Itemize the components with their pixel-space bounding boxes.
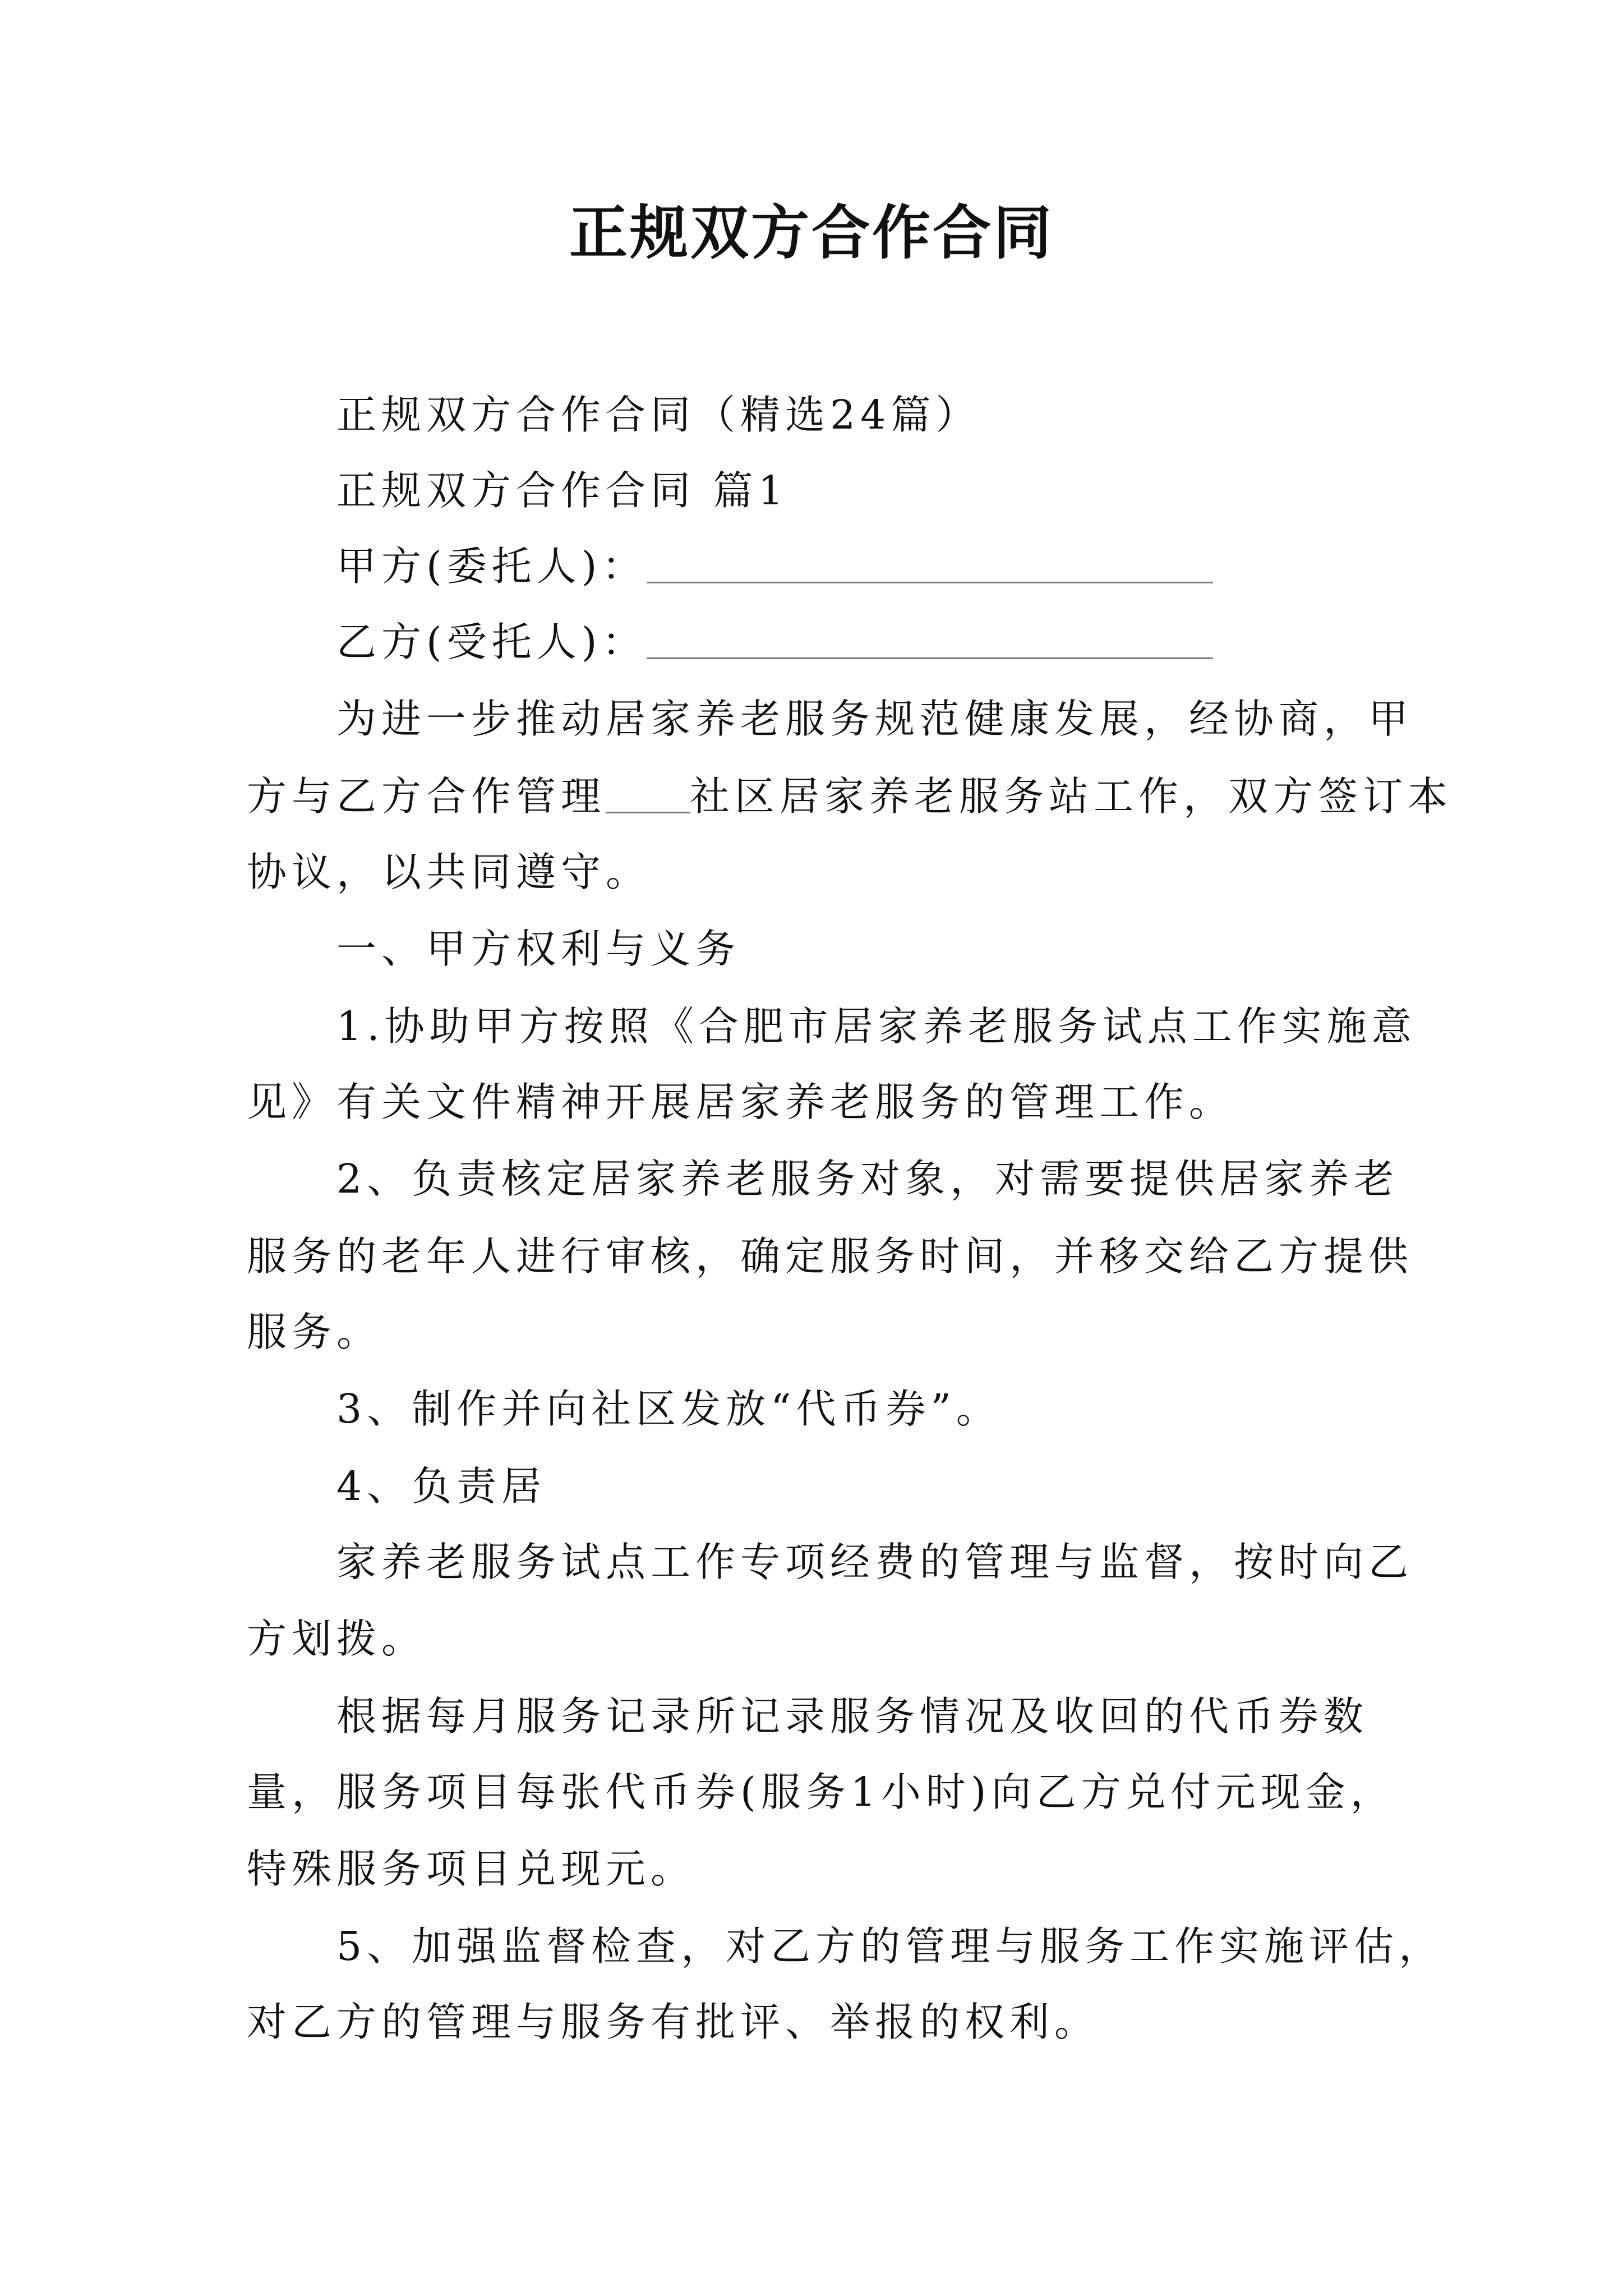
item-2-line-2: 服务的老年人进行审核，确定服务时间，并移交给乙方提供 — [247, 1233, 1414, 1280]
intro-line-2b: 社区居家养老服务站工作，双方签订本 — [690, 773, 1453, 820]
item-5-line-2: 对乙方的管理与服务有批评、举报的权利。 — [247, 1999, 1100, 2045]
intro-line-2a: 方与乙方合作管理 — [247, 773, 606, 820]
section-heading: 正规双方合作合同 篇1 — [336, 467, 789, 514]
item-2-line-3: 服务。 — [247, 1309, 382, 1355]
item-1-line-2: 见》有关文件精神开展居家养老服务的管理工作。 — [247, 1079, 1234, 1125]
party-b-blank — [647, 624, 1213, 659]
item-5-line-1: 5、加强监督检查，对乙方的管理与服务工作实施评估， — [336, 1923, 1444, 1970]
payment-line-1: 根据每月服务记录所记录服务情况及收回的代币券数 — [336, 1693, 1369, 1740]
item-2-line-1: 2、负责核定居家养老服务对象，对需要提供居家养老 — [336, 1156, 1399, 1202]
intro-line-1: 为进一步推动居家养老服务规范健康发展，经协商，甲 — [336, 696, 1414, 742]
payment-line-2: 量，服务项目每张代币券(服务1小时)向乙方兑付元现金， — [247, 1769, 1395, 1815]
item-4-cont-line-2: 方划拨。 — [247, 1616, 427, 1662]
item-4: 4、负责居 — [336, 1463, 547, 1510]
community-blank — [606, 778, 690, 813]
item-4-cont-line-1: 家养老服务试点工作专项经费的管理与监督，按时向乙 — [336, 1539, 1414, 1585]
party-a-label: 甲方(委托人)： — [336, 543, 647, 590]
document-title: 正规双方合作合同 — [569, 198, 1054, 267]
party-b-line — [336, 614, 1213, 670]
party-b-label: 乙方(受托人)： — [336, 619, 647, 665]
intro-line-2 — [247, 769, 1453, 825]
item-1-line-1: 1.协助甲方按照《合肥市居家养老服务试点工作实施意 — [336, 1003, 1417, 1050]
party-a-line — [336, 539, 1213, 595]
heading-party-a-rights: 一、甲方权利与义务 — [336, 926, 741, 972]
document-subtitle: 正规双方合作合同（精选24篇） — [336, 392, 981, 438]
payment-line-3: 特殊服务项目兑现元。 — [247, 1846, 696, 1892]
party-a-blank — [647, 548, 1213, 583]
intro-line-3: 协议，以共同遵守。 — [247, 849, 651, 895]
item-3: 3、制作并向社区发放“代币券”。 — [336, 1386, 1001, 1432]
